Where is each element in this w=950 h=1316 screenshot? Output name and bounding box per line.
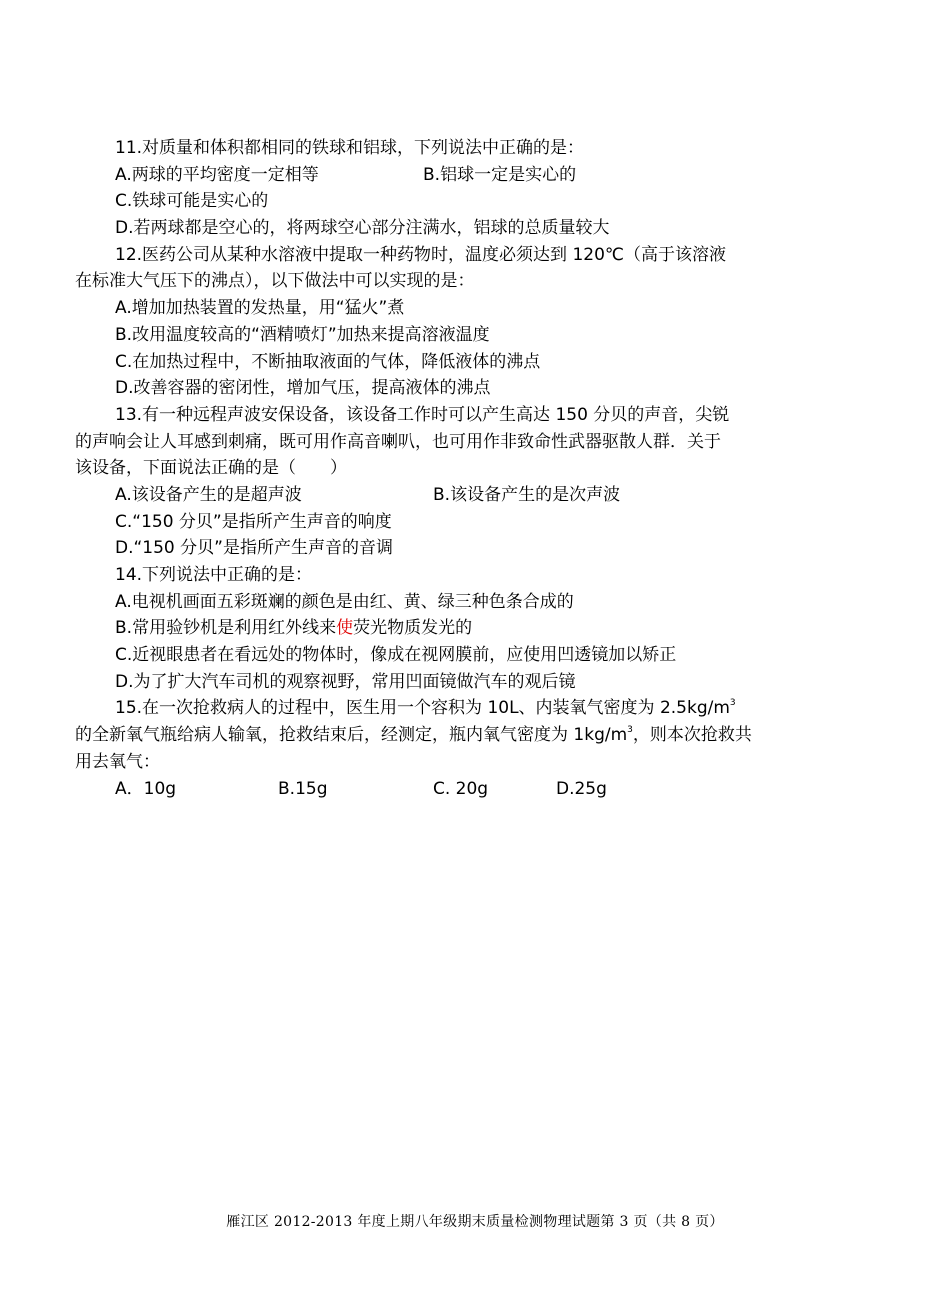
q15-stem-line1 bbox=[75, 695, 845, 722]
q14-option-b bbox=[75, 615, 845, 642]
q12-option-a: A.增加加热装置的发热量，用“猛火”煮 bbox=[115, 298, 405, 319]
q15-option-c: C. 20g bbox=[433, 778, 489, 799]
q11-option-c: C.铁球可能是实心的 bbox=[115, 191, 269, 212]
q11-option-d: D.若两球都是空心的，将两球空心部分注满水，铝球的总质量较大 bbox=[115, 218, 610, 239]
q15-stem-line2-text-end: ，则本次抢救共 bbox=[632, 725, 752, 746]
q15-option-b: B.15g bbox=[278, 778, 328, 799]
q15-stem-line2-text-start: 的全新氧气瓶给病人输氧，抢救结束后，经测定，瓶内氧气密度为 1kg/m bbox=[75, 725, 628, 746]
q12-option-d: D.改善容器的密闭性，增加气压，提高液体的沸点 bbox=[115, 378, 491, 399]
q11-option-a: A.两球的平均密度一定相等 bbox=[115, 164, 319, 185]
q12-stem-line1: 12.医药公司从某种水溶液中提取一种药物时，温度必须达到 120℃（高于该溶液 bbox=[115, 244, 726, 265]
q15-option-d: D.25g bbox=[556, 778, 607, 799]
q15-stem-line1-text: 15.在一次抢救病人的过程中，医生用一个容积为 10L、内装氧气密度为 2.5kg/m bbox=[115, 698, 730, 719]
q15-option-a: A．10g bbox=[115, 778, 177, 799]
q14-option-a: A.电视机画面五彩斑斓的颜色是由红、黄、绿三种色条合成的 bbox=[115, 591, 574, 612]
q15-stem-line2 bbox=[75, 722, 845, 749]
q12-stem-line2: 在标准大气压下的沸点），以下做法中可以实现的是： bbox=[75, 271, 475, 292]
q11-option-b: B.铝球一定是实心的 bbox=[423, 164, 577, 185]
q14-option-b-text-end: 荧光物质发光的 bbox=[353, 618, 473, 639]
q14-option-b-text-start: B.常用验钞机是利用红外线来 bbox=[115, 618, 337, 639]
q12-option-c: C.在加热过程中，不断抽取液面的气体，降低液体的沸点 bbox=[115, 351, 541, 372]
questions-content bbox=[75, 135, 845, 802]
page-footer: 雁江区 2012-2013 年度上期八年级期末质量检测物理试题第 3 页（共 8 页） bbox=[226, 1214, 724, 1230]
q13-option-c: C.“150 分贝”是指所产生声音的响度 bbox=[115, 511, 392, 532]
q13-stem-line2: 的声响会让人耳感到刺痛，既可用作高音喇叭，也可用作非致命性武器驱散人群．关于 bbox=[75, 431, 721, 452]
q13-option-a: A.该设备产生的是超声波 bbox=[115, 484, 302, 505]
q14-option-d: D.为了扩大汽车司机的观察视野，常用凹面镜做汽车的观后镜 bbox=[115, 671, 576, 692]
q15-options bbox=[75, 776, 845, 803]
q13-option-d: D.“150 分贝”是指所产生声音的音调 bbox=[115, 538, 393, 559]
q13-stem-line3: 该设备，下面说法正确的是（ ） bbox=[75, 458, 347, 479]
q13-option-b: B.该设备产生的是次声波 bbox=[433, 484, 621, 505]
q14-stem: 14.下列说法中正确的是： bbox=[115, 565, 313, 585]
q15-unit-superscript-1: 3 bbox=[729, 698, 736, 709]
q11-stem: 11.对质量和体积都相同的铁球和铝球，下列说法中正确的是： bbox=[115, 138, 585, 158]
q11-options-ab bbox=[75, 162, 845, 189]
q15-stem-line3: 用去氧气： bbox=[75, 751, 160, 772]
q13-stem-line1: 13.有一种远程声波安保设备，该设备工作时可以产生高达 150 分贝的声音，尖锐 bbox=[115, 404, 730, 425]
q12-option-b: B.改用温度较高的“酒精喷灯”加热来提高溶液温度 bbox=[115, 324, 490, 345]
q14-option-b-red-char: 使 bbox=[336, 618, 354, 639]
q13-options-ab bbox=[75, 482, 845, 509]
q15-unit-superscript-2: 3 bbox=[627, 725, 633, 736]
q14-option-c: C.近视眼患者在看远处的物体时，像成在视网膜前，应使用凹透镜加以矫正 bbox=[115, 645, 677, 666]
